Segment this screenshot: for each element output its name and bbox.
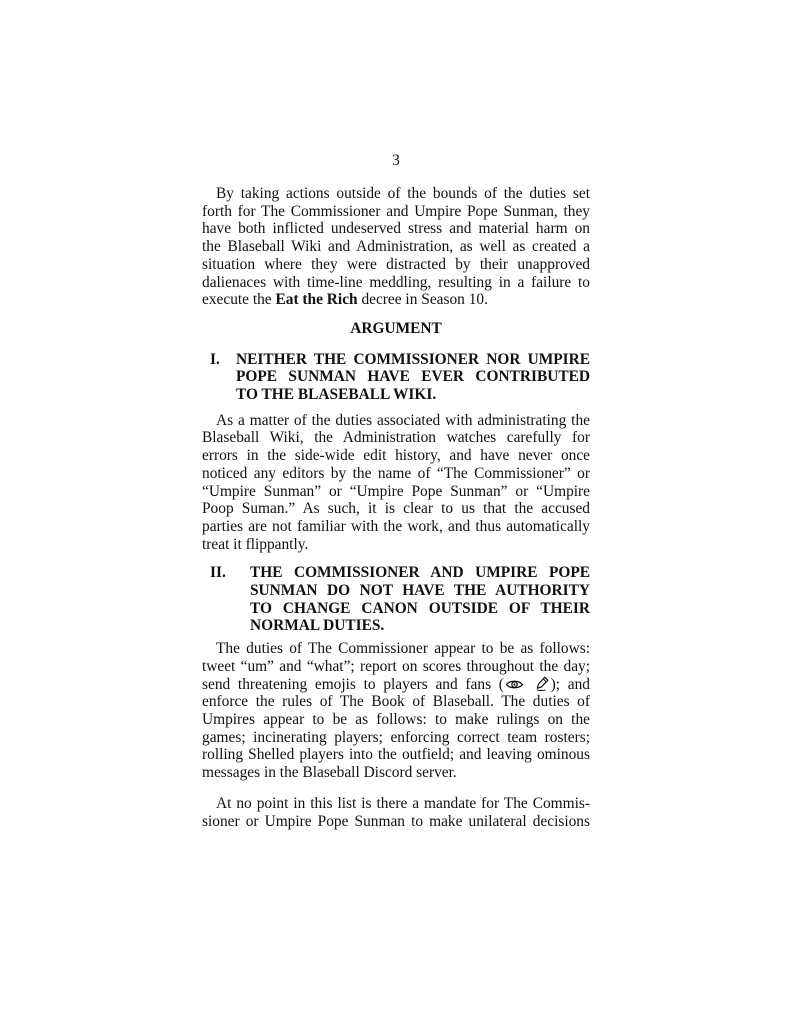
paragraph-opening — [202, 185, 590, 309]
eye-emoji — [505, 678, 524, 691]
emoji-line — [202, 676, 590, 694]
argument-heading: ARGUMENT — [350, 319, 442, 337]
bold-decree-name: Eat the Rich — [275, 291, 358, 309]
text-line: tweet “um” and “what”; report on scores throughout the day; — [202, 657, 590, 675]
text-line: parties are not familiar with the work, and thus automatically — [202, 517, 590, 535]
text-line: noticed any editors by the name of “The Commissioner” or — [202, 464, 590, 482]
emoji-line-after: ); and — [550, 675, 590, 693]
text-line: Umpires appear to be as follows: to make rulings on the — [202, 710, 590, 728]
page-number: 3 — [392, 152, 400, 169]
text-line: Blaseball Wiki, the Administration watches carefully for — [202, 429, 590, 447]
text-before-bold: execute the — [202, 291, 276, 309]
text-line: forth for The Commissioner and Umpire Pope Sunman, they — [202, 202, 590, 220]
section-heading-1 — [202, 351, 590, 404]
text-line: NORMAL DUTIES. — [250, 617, 385, 635]
text-line: treat it flippantly. — [202, 535, 309, 553]
text-line: At no point in this list is there a mandate for The Commis- — [216, 794, 590, 812]
writing-hand-emoji — [534, 676, 550, 691]
text-line: messages in the Blaseball Discord server. — [202, 764, 457, 782]
text-line: TO THE BLASEBALL WIKI. — [236, 386, 437, 404]
text-after-bold: decree in Season 10. — [357, 291, 488, 309]
paragraph-section-1-lines — [202, 412, 590, 554]
text-line: games; incinerating players; enforcing correct team rosters; — [202, 728, 590, 746]
section-2-text — [250, 564, 590, 635]
text-line: sioner or Umpire Pope Sunman to make unilateral decisions — [202, 812, 590, 830]
text-line: Poop Suman.” As such, it is clear to us that the accused — [202, 500, 590, 518]
text-line: the Blaseball Wiki and Administration, as well as created a — [202, 238, 590, 256]
text-line: “Umpire Sunman” or “Umpire Pope Sunman” or “Umpire — [202, 482, 590, 500]
emoji-separator — [525, 676, 533, 693]
text-line: rolling Shelled players into the outfield; and leaving ominous — [202, 746, 590, 764]
section-1-number: I. — [210, 350, 220, 368]
text-line: have both inflicted undeserved stress and material harm on — [202, 220, 590, 238]
text-line: dalienaces with time-line meddling, resulting in a failure to — [202, 273, 590, 291]
text-line: By taking actions outside of the bounds of the duties set — [216, 185, 590, 202]
section-1-text — [236, 351, 590, 404]
text-line: situation where they were distracted by their unapproved — [202, 255, 590, 273]
section-2-number: II. — [210, 564, 226, 582]
paragraph-closing-lines — [202, 795, 590, 830]
text-line: SUNMAN DO NOT HAVE THE AUTHORITY — [250, 582, 590, 600]
paragraph-opening-lines — [202, 185, 590, 291]
paragraph-duties — [202, 640, 590, 782]
paragraph-section-1 — [202, 412, 590, 554]
text-line: POPE SUNMAN HAVE EVER CONTRIBUTED — [236, 368, 590, 386]
paragraph-duties-lines-after — [202, 693, 590, 782]
paragraph-duties-lines-before — [202, 640, 590, 675]
text-line: THE COMMISSIONER AND UMPIRE POPE — [250, 564, 590, 582]
paragraph-opening-last-line — [202, 291, 590, 309]
section-heading-2 — [202, 564, 590, 635]
text-line: TO CHANGE CANON OUTSIDE OF THEIR — [250, 599, 590, 617]
paragraph-closing — [202, 795, 590, 830]
text-line: NEITHER THE COMMISSIONER NOR UMPIRE — [236, 350, 590, 368]
text-line: As a matter of the duties associated with administrating the — [216, 411, 590, 429]
page-content — [202, 185, 590, 830]
text-line: The duties of The Commissioner appear to be as follows: — [216, 640, 590, 658]
emoji-line-before: send threatening emojis to players and fans ( — [202, 675, 504, 693]
text-line: enforce the rules of The Book of Blaseball. The duties of — [202, 693, 590, 711]
text-line: errors in the side-wide edit history, and have never once — [202, 447, 590, 465]
